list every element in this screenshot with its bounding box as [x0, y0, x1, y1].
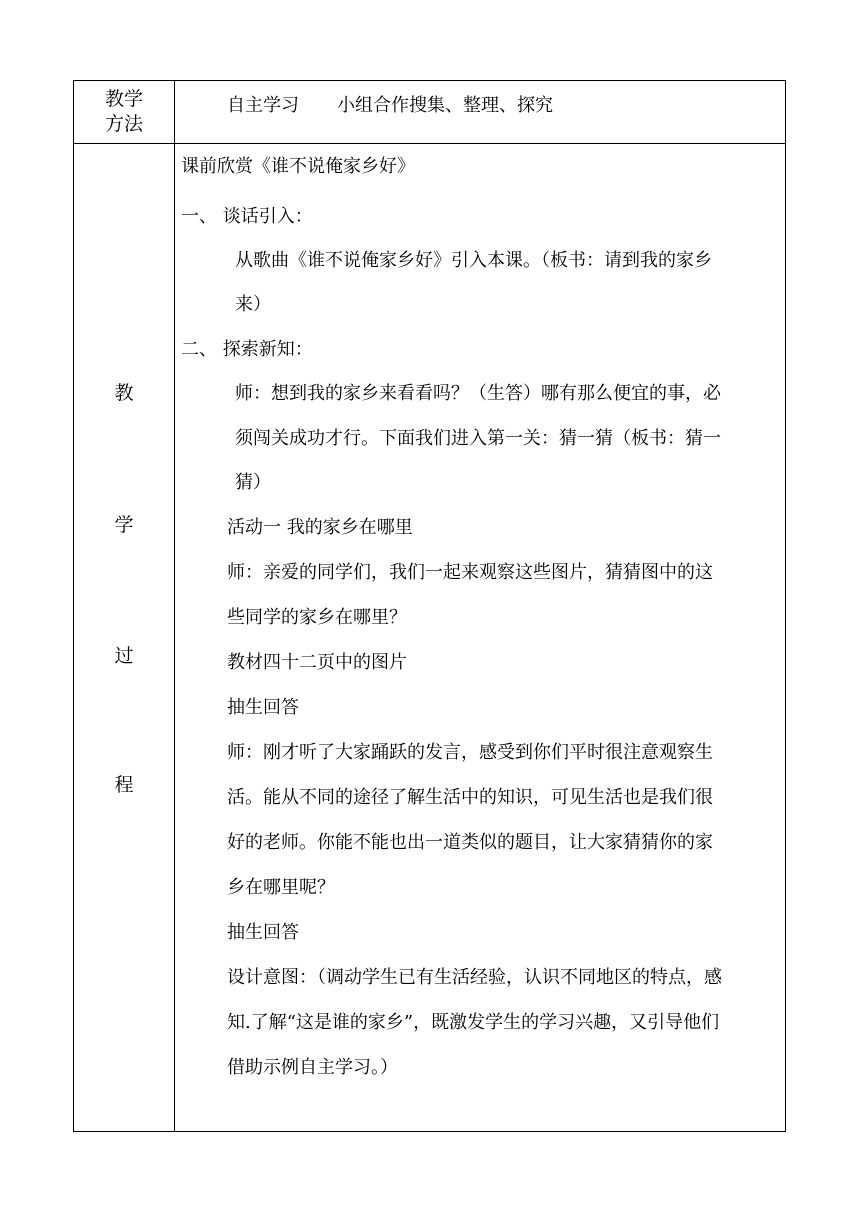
- content-line: 猜）: [235, 472, 271, 493]
- method-label-line1: 教学: [104, 88, 143, 110]
- content-line: 须闯关成功才行。下面我们进入第一关：猜一猜（板书：猜一: [235, 428, 721, 449]
- lesson-table: [73, 80, 786, 1132]
- content-line: 课前欣赏《谁不说俺家乡好》: [181, 156, 415, 177]
- process-label-char-1: 教: [114, 382, 134, 404]
- content-line: 一、 谈话引入：: [181, 206, 313, 227]
- content-line: 知.了解“这是谁的家乡”，既激发学生的学习兴趣，又引导他们: [227, 1012, 720, 1033]
- content-line: 借助示例自主学习。）: [227, 1057, 398, 1078]
- method-self-study: 自主学习: [227, 95, 299, 116]
- method-label-line2: 方法: [104, 113, 143, 135]
- content-line: 好的老师。你能不能也出一道类似的题目，让大家猜猜你的家: [227, 832, 713, 853]
- content-line: 来）: [235, 294, 271, 315]
- content-line: 活动一 我的家乡在哪里: [227, 517, 413, 538]
- content-line: 从歌曲《谁不说俺家乡好》引入本课。（板书：请到我的家乡: [235, 250, 712, 271]
- content-line: 设计意图：（调动学生已有生活经验，认识不同地区的特点，感: [227, 967, 722, 988]
- method-group-work: 小组合作搜集、整理、探究: [337, 95, 553, 116]
- process-label-char-4: 程: [114, 774, 134, 796]
- content-line: 教材四十二页中的图片: [227, 652, 407, 673]
- row-divider: [74, 143, 785, 144]
- content-line: 抽生回答: [227, 697, 299, 718]
- content-line: 抽生回答: [227, 922, 299, 943]
- content-line: 乡在哪里呢？: [227, 877, 335, 898]
- column-divider: [174, 81, 175, 1131]
- content-line: 师：亲爱的同学们，我们一起来观察这些图片，猜猜图中的这: [227, 562, 713, 583]
- content-line: 二、 探索新知：: [181, 339, 313, 360]
- content-line: 师：刚才听了大家踊跃的发言，感受到你们平时很注意观察生: [227, 742, 713, 763]
- content-line: 师：想到我的家乡来看看吗？（生答）哪有那么便宜的事，必: [235, 383, 721, 404]
- content-line: 些同学的家乡在哪里？: [227, 607, 407, 628]
- content-line: 活。能从不同的途径了解生活中的知识，可见生活也是我们很: [227, 787, 713, 808]
- process-label-char-2: 学: [114, 514, 134, 536]
- process-label-char-3: 过: [114, 645, 134, 667]
